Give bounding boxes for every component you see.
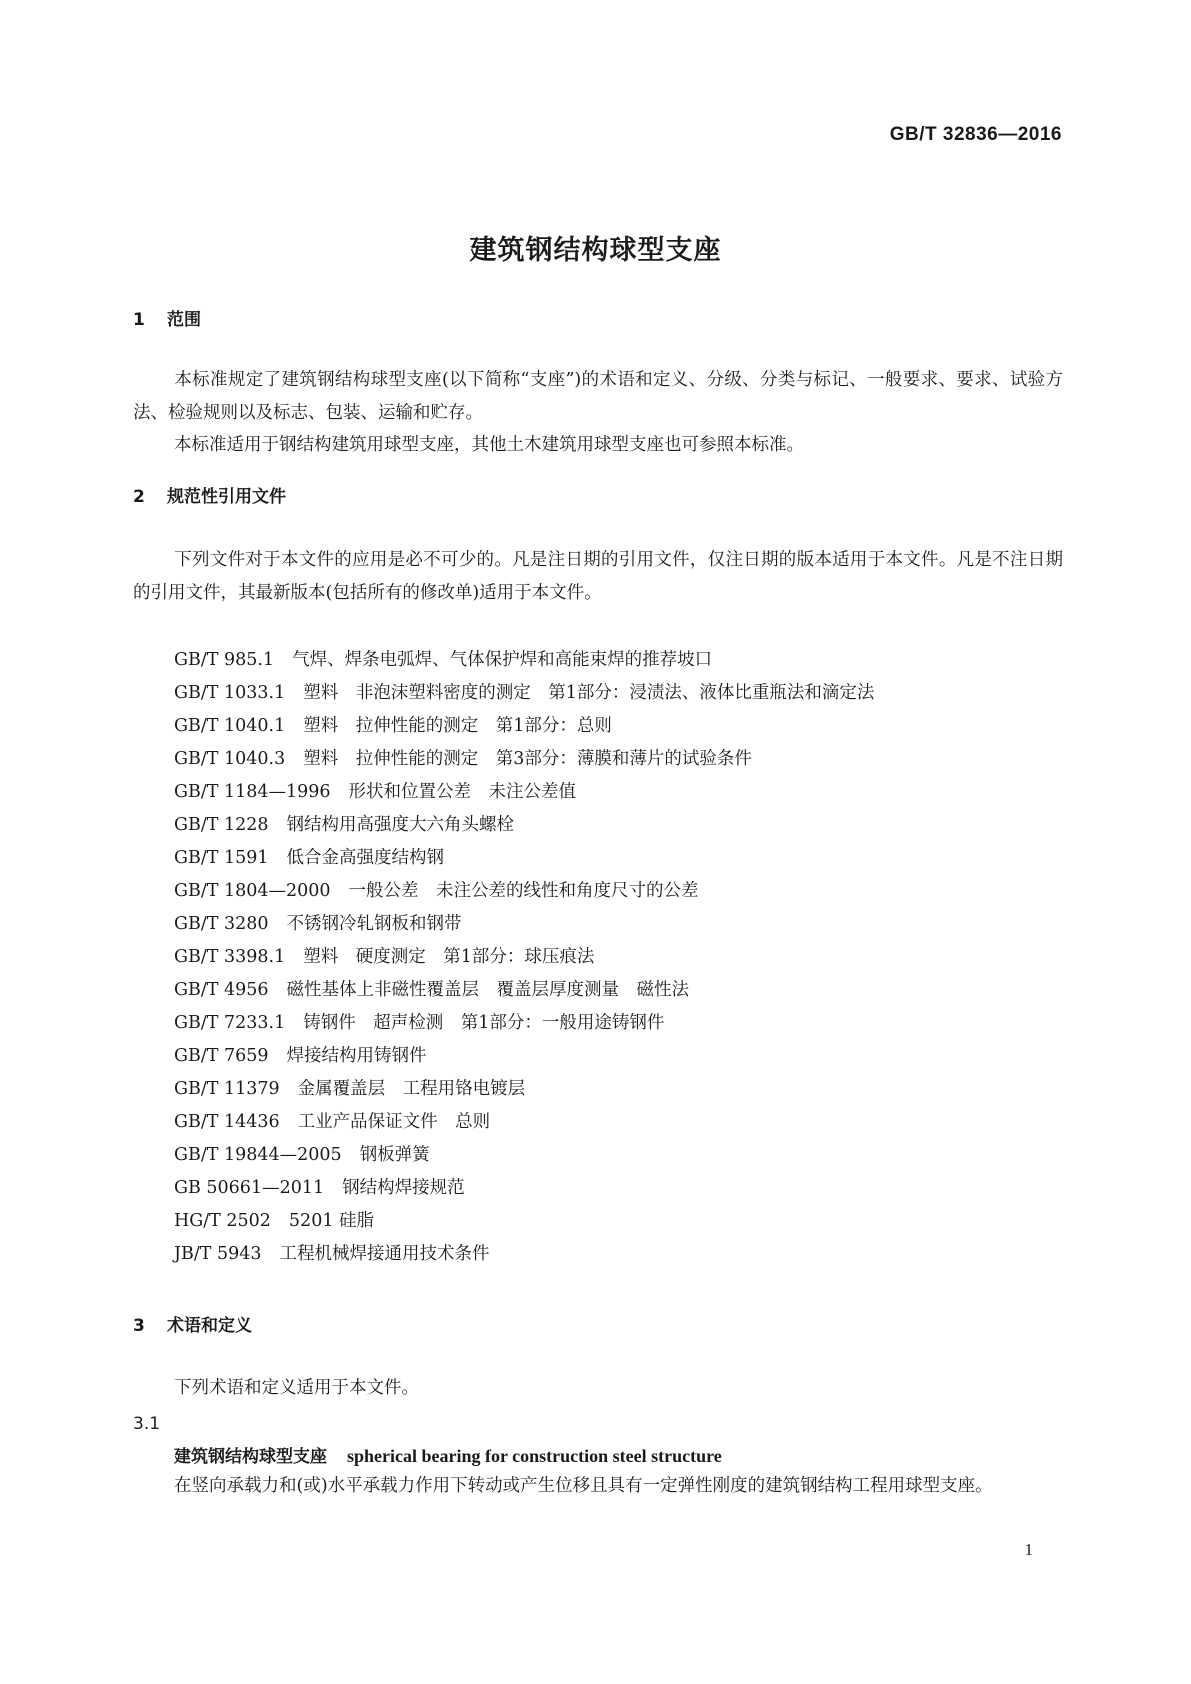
- reference-item: GB/T 11379 金属覆盖层 工程用铬电镀层: [174, 1079, 526, 1099]
- reference-item: GB/T 1804—2000 一般公差 未注公差的线性和角度尺寸的公差: [174, 881, 699, 901]
- reference-item: GB/T 7659 焊接结构用铸钢件: [174, 1046, 427, 1066]
- standard-code-header: GB/T 32836—2016: [889, 124, 1062, 145]
- reference-item: GB/T 1228 钢结构用高强度大六角头螺栓: [174, 815, 515, 835]
- scope-paragraph-2: 本标准适用于钢结构建筑用球型支座，其他土木建筑用球型支座也可参照本标准。: [174, 435, 804, 455]
- normative-reference-list: [174, 644, 874, 1271]
- section-heading-terms: [133, 1314, 252, 1338]
- section-heading-scope: [133, 308, 201, 332]
- section-number: 1: [133, 310, 145, 330]
- reference-item: GB/T 1040.1 塑料 拉伸性能的测定 第1部分：总则: [174, 716, 612, 736]
- reference-item: GB/T 1033.1 塑料 非泡沫塑料密度的测定 第1部分：浸渍法、液体比重瓶法和滴定法: [174, 683, 875, 703]
- reference-item: GB/T 7233.1 铸钢件 超声检测 第1部分：一般用途铸钢件: [174, 1013, 665, 1033]
- section-title: 规范性引用文件: [167, 487, 286, 507]
- page-number: 1: [1024, 1540, 1033, 1559]
- normative-intro: 下列文件对于本文件的应用是必不可少的。凡是注日期的引用文件，仅注日期的版本适用于本文件。凡是不注日期的引用文件，其最新版本(包括所有的修改单)适用于本文件。: [133, 550, 1063, 603]
- term-chinese: 建筑钢结构球型支座: [174, 1447, 327, 1467]
- term-entry: [174, 1444, 722, 1469]
- reference-item: GB/T 4956 磁性基体上非磁性覆盖层 覆盖层厚度测量 磁性法: [174, 980, 690, 1000]
- reference-item: GB/T 985.1 气焊、焊条电弧焊、气体保护焊和高能束焊的推荐坡口: [174, 650, 713, 670]
- document-title: 建筑钢结构球型支座: [469, 235, 722, 266]
- section-title: 术语和定义: [167, 1316, 252, 1336]
- scope-paragraph-1: 本标准规定了建筑钢结构球型支座(以下简称“支座”)的术语和定义、分级、分类与标记、一般要求、要求、试验方法、检验规则以及标志、包装、运输和贮存。: [133, 370, 1063, 423]
- reference-item: GB 50661—2011 钢结构焊接规范: [174, 1178, 465, 1198]
- term-definition: 在竖向承载力和(或)水平承载力作用下转动或产生位移且具有一定弹性刚度的建筑钢结构工程用球型支座。: [174, 1476, 993, 1496]
- reference-item: GB/T 1040.3 塑料 拉伸性能的测定 第3部分：薄膜和薄片的试验条件: [174, 749, 752, 769]
- reference-item: GB/T 1591 低合金高强度结构钢: [174, 848, 445, 868]
- terms-intro: 下列术语和定义适用于本文件。: [174, 1378, 419, 1398]
- reference-item: GB/T 19844—2005 钢板弹簧: [174, 1145, 430, 1165]
- clause-number: 3.1: [133, 1414, 161, 1434]
- section-number: 3: [133, 1316, 145, 1336]
- reference-item: GB/T 3280 不锈钢冷轧钢板和钢带: [174, 914, 462, 934]
- term-english: spherical bearing for construction steel structure: [347, 1446, 722, 1466]
- reference-item: GB/T 1184—1996 形状和位置公差 未注公差值: [174, 782, 577, 802]
- section-number: 2: [133, 487, 145, 507]
- section-title: 范围: [167, 310, 201, 330]
- reference-item: HG/T 2502 5201 硅脂: [174, 1211, 375, 1231]
- reference-item: JB/T 5943 工程机械焊接通用技术条件: [174, 1244, 490, 1264]
- reference-item: GB/T 14436 工业产品保证文件 总则: [174, 1112, 491, 1132]
- reference-item: GB/T 3398.1 塑料 硬度测定 第1部分：球压痕法: [174, 947, 595, 967]
- section-heading-normative: [133, 485, 286, 509]
